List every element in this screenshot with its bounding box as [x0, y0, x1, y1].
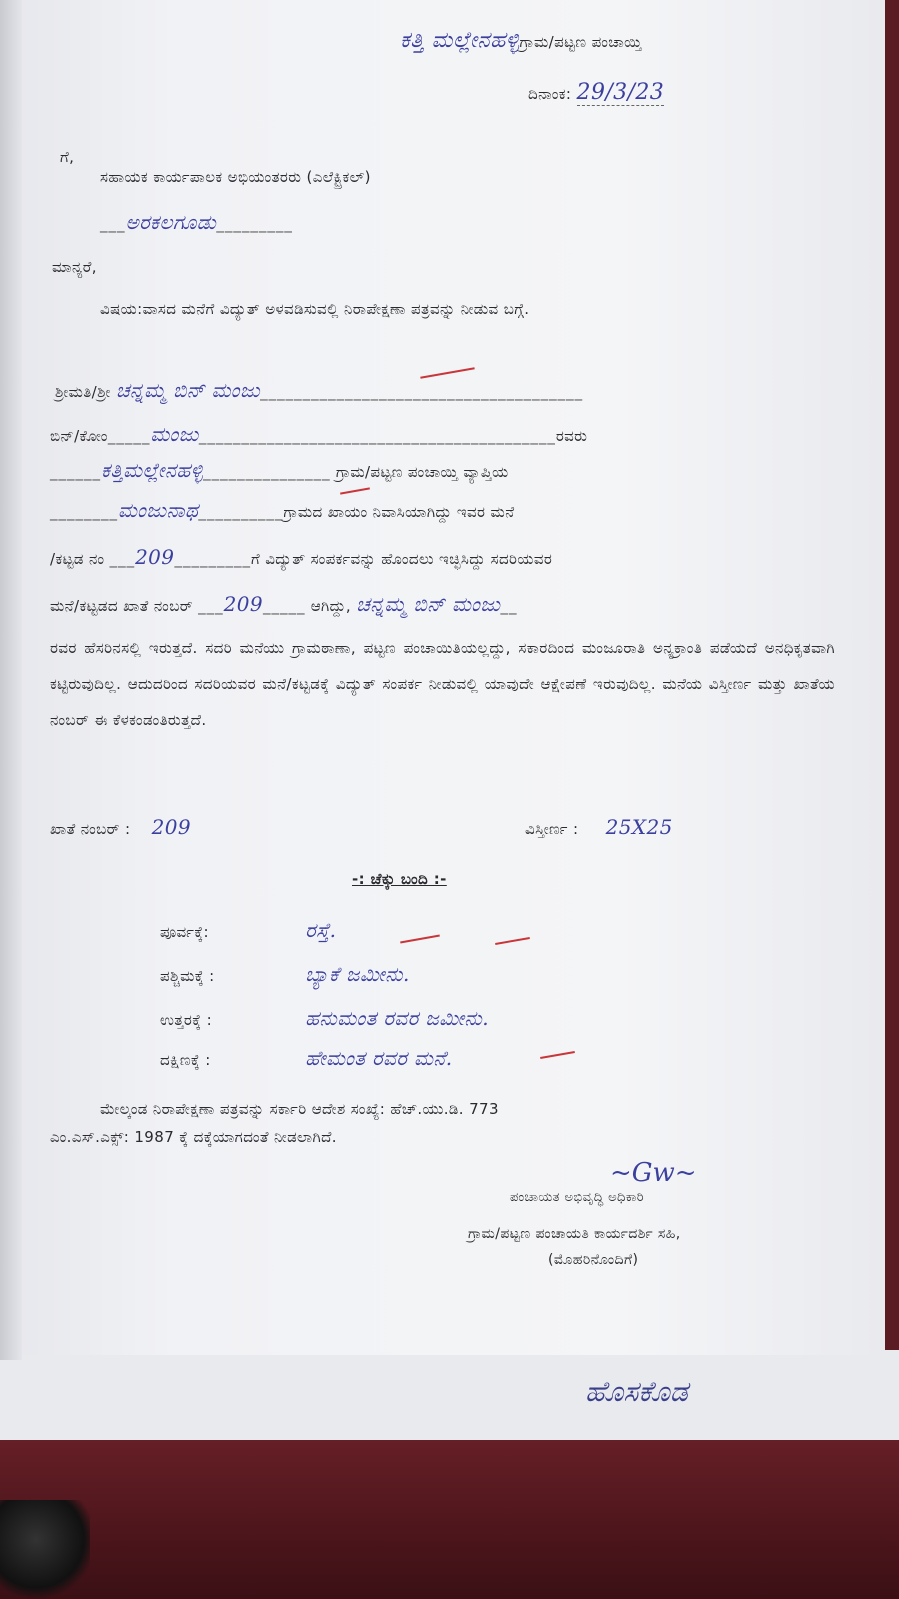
sign-title: ಪಂಚಾಯತ ಅಭಿವೃದ್ಧಿ ಅಧಿಕಾರಿ	[510, 1190, 644, 1205]
boundary-row	[160, 1006, 489, 1030]
panchayat-name: ಕತ್ತಿ ಮಲ್ಲೇನಹಳ್ಳಿ	[400, 28, 520, 53]
panchayat-header	[400, 28, 642, 53]
building-row: /ಕಟ್ಟಡ ನಂ ___209_________ಗೆ ವಿದ್ಯುತ್ ಸಂಪರ್ಕವನ್ನು ಹೊಂದಲು ಇಚ್ಛಿಸಿದ್ದು ಸದರಿಯವರ	[50, 545, 553, 569]
village-value: ಕತ್ತಿಮಲ್ಲೇನಹಳ್ಳಿ	[101, 458, 204, 482]
boundary-row	[160, 962, 410, 986]
place-value: ಅರಕಲಗೂಡು	[125, 210, 217, 234]
khata-number: 209	[223, 592, 264, 616]
boundary-row	[160, 918, 336, 942]
building-number: 209	[135, 545, 175, 569]
body-paragraph: ರವರ ಹೆಸರಿನಸಲ್ಲಿ ಇರುತ್ತದೆ. ಸದರಿ ಮನೆಯು ಗ್ರಾಮಠಾಣಾ, ಪಟ್ಟಣ ಪಂಚಾಯಿತಿಯಲ್ಲದ್ದು, ಸಕಾರದಿಂದ ಮಂಜೂರಾತಿ ಅನ್ಯಕ್ರಾಂತಿ ಪಡೆಯದೆ ಅನಧಿಕೃತವಾಗಿ ಕಟ್ಟಿರುವುದಿಲ್ಲ. ಆದುದರಿಂದ ಸದರಿಯವರ ಮನೆ/ಕಟ್ಟಡಕ್ಕೆ ವಿದ್ಯುತ್ ಸಂಪರ್ಕ ನೀಡುವಲ್ಲಿ ಯಾವುದೇ ಆಕ್ಷೇಪಣೆ ಇರುವುದಿಲ್ಲ. ಮನೆಯ ವಿಸ್ತೀರ್ಣ ಮತ್ತು ಖಾತೆಯ ನಂಬರ್ ಈ ಕೆಳಕಂಡಂತಿರುತ್ತದೆ.	[50, 639, 835, 729]
sign-office: ಗ್ರಾಮ/ಪಟ್ಟಣ ಪಂಚಾಯತಿ ಕಾರ್ಯದರ್ಶಿ ಸಹಿ,	[468, 1226, 681, 1242]
boundary-label: ದಕ್ಷಿಣಕ್ಕೆ :	[160, 1051, 211, 1069]
boundary-title: -: ಚೆಕ್ಕು ಬಂದಿ :-	[352, 870, 447, 888]
subject: ವಿಷಯ:ವಾಸದ ಮನೆಗೆ ವಿದ್ಯುತ್ ಅಳವಡಿಸುವಲ್ಲಿ ನಿರಾಪೇಕ್ಷಣಾ ಪತ್ರವನ್ನು ನೀಡುವ ಬಗ್ಗೆ.	[100, 300, 530, 318]
owner-value: ಚನ್ನಮ್ಮ ಬಿನ್ ಮಂಜು	[356, 592, 501, 616]
officer-signature: ~Gw~	[610, 1158, 697, 1188]
salutation: ಮಾನ್ಯರೆ,	[52, 258, 97, 276]
boundary-label: ಪಶ್ಚಿಮಕ್ಕೆ :	[160, 967, 215, 985]
boundary-value: ಹೇಮಂತ ರವರ ಮನೆ.	[305, 1046, 453, 1070]
designation: ಸಹಾಯಕ ಕಾರ್ಯಪಾಲಕ ಅಭಿಯಂತರರು (ಎಲೆಕ್ಟ್ರಿಕಲ್)	[100, 168, 371, 186]
place-row: ___ಅರಕಲಗೂಡು_________	[100, 210, 293, 234]
father-label: ಬಿನ್/ಕೋಂ	[50, 427, 108, 445]
name-label: ಶ್ರೀಮತಿ/ಶ್ರೀ	[55, 383, 111, 401]
back-sheet	[0, 1350, 899, 1440]
father-value: ಮಂಜು	[150, 422, 199, 446]
hamlet-value: ಮಂಜುನಾಥ	[118, 498, 199, 522]
village-suffix: ಗ್ರಾಮ/ಪಟ್ಟಣ ಪಂಚಾಯ್ತಿ ವ್ಯಾಪ್ತಿಯ	[335, 463, 509, 481]
building-label: /ಕಟ್ಟಡ ನಂ	[50, 550, 105, 568]
khata-mid: ಆಗಿದ್ದು,	[310, 597, 351, 615]
building-suffix: ಗೆ ವಿದ್ಯುತ್ ಸಂಪರ್ಕವನ್ನು ಹೊಂದಲು ಇಚ್ಛಿಸಿದ್ದು ಸದರಿಯವರ	[250, 550, 553, 568]
khata-detail-label: ಖಾತೆ ನಂಬರ್ :	[50, 820, 131, 838]
table-surface	[0, 1420, 899, 1599]
father-suffix: ರವರು	[555, 427, 588, 445]
bottom-handwritten-note: ಹೊಸಕೊಡ	[585, 1375, 688, 1408]
khata-label: ಮನೆ/ಕಟ್ಟಡದ ಖಾತೆ ನಂಬರ್	[50, 597, 193, 615]
red-check-mark	[400, 935, 440, 944]
name-value: ಚನ್ನಮ್ಮ ಬಿನ್ ಮಂಜು	[115, 378, 261, 402]
hamlet-suffix: ಗ್ರಾಮದ ಖಾಯಂ ನಿವಾಸಿಯಾಗಿದ್ದು ಇವರ ಮನೆ	[283, 503, 515, 521]
hamlet-row: ________ಮಂಜುನಾಥ__________ಗ್ರಾಮದ ಖಾಯಂ ನಿವಾಸಿಯಾಗಿದ್ದು ಇವರ ಮನೆ	[50, 498, 515, 522]
area-detail-label: ವಿಸ್ತೀರ್ಣ :	[525, 820, 579, 838]
footer-line-1: ಮೇಲ್ಕಂಡ ನಿರಾಪೇಕ್ಷಣಾ ಪತ್ರವನ್ನು ಸರ್ಕಾರಿ ಆದೇಶ ಸಂಖ್ಯೆ: ಹೆಚ್.ಯು.ಡಿ. 773	[100, 1100, 499, 1118]
cloth-object	[0, 1500, 90, 1599]
red-check-mark	[540, 1051, 575, 1059]
boundary-row	[160, 1046, 452, 1070]
footer-line-2: ಎಂ.ಎಸ್.ಎಕ್ಸ್: 1987 ಕ್ಕೆ ದಕ್ಕೆಯಾಗದಂತೆ ನೀಡಲಾಗಿದೆ.	[50, 1128, 337, 1146]
village-row: ______ಕತ್ತಿಮಲ್ಲೇನಹಳ್ಳಿ_______________ ಗ್ರಾಮ/ಪಟ್ಟಣ ಪಂಚಾಯ್ತಿ ವ್ಯಾಪ್ತಿಯ	[50, 458, 509, 482]
khata-row: ಮನೆ/ಕಟ್ಟಡದ ಖಾತೆ ನಂಬರ್ ___209_____ ಆಗಿದ್ದು, ಚನ್ನಮ್ಮ ಬಿನ್ ಮಂಜು__	[50, 592, 518, 616]
area-detail-value: 25X25	[605, 815, 673, 839]
sign-place: (ಮೊಹರಿನೊಂದಿಗೆ)	[548, 1252, 639, 1268]
boundary-label: ಪೂರ್ವಕ್ಕೆ:	[160, 923, 209, 941]
page-edge	[0, 0, 22, 1360]
to-label: ಗೆ,	[60, 148, 75, 166]
name-row: ಶ್ರೀಮತಿ/ಶ್ರೀ ಚನ್ನಮ್ಮ ಬಿನ್ ಮಂಜು______________________________________	[55, 378, 584, 402]
red-check-mark	[495, 937, 530, 945]
area-detail	[525, 815, 673, 839]
date-label: ದಿನಾಂಕ:	[528, 85, 572, 103]
date-row	[528, 80, 664, 105]
date-value: 29/3/23	[576, 80, 665, 105]
boundary-label: ಉತ್ತರಕ್ಕೆ :	[160, 1011, 213, 1029]
boundary-value: ಹನುಮಂತ ರವರ ಜಮೀನು.	[305, 1006, 490, 1030]
khata-detail	[50, 815, 191, 839]
father-row: ಬಿನ್/ಕೋಂ_____ಮಂಜು__________________________________________ರವರು	[50, 422, 588, 446]
red-check-mark	[340, 487, 370, 494]
boundary-value: ಬ್ಯಾಕೆ ಜಮೀನು.	[305, 962, 410, 986]
boundary-value: ರಸ್ತೆ.	[305, 918, 337, 942]
panchayat-suffix: ಗ್ರಾಮ/ಪಟ್ಟಣ ಪಂಚಾಯ್ತಿ	[519, 33, 642, 51]
khata-detail-value: 209	[151, 815, 192, 839]
